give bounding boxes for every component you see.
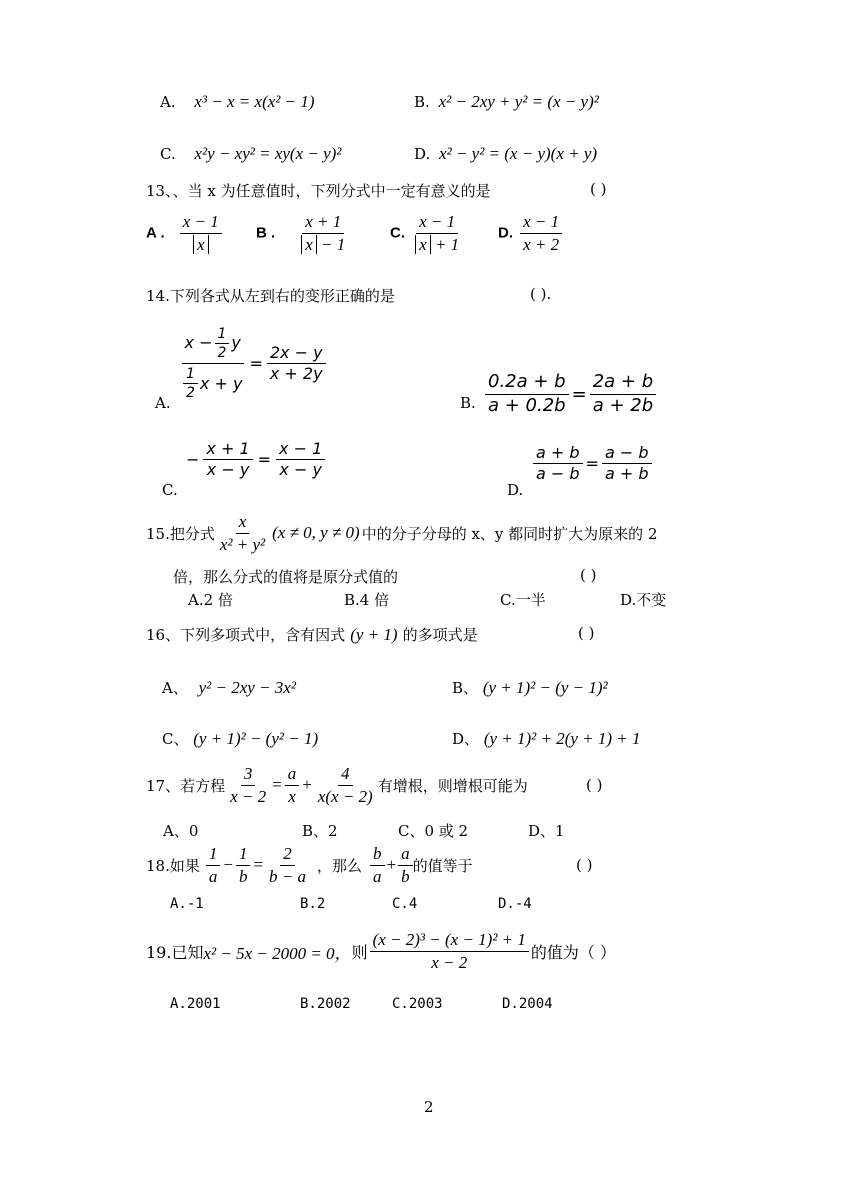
q13-option-c: [390, 212, 462, 254]
rhs-fraction: [602, 444, 652, 484]
denominator-rest: + 1: [430, 234, 460, 254]
numerator: 1: [236, 844, 251, 866]
fraction: [266, 844, 309, 886]
q15-prefix: 15.把分式: [146, 524, 215, 543]
fraction: [298, 212, 348, 254]
option-label: B、: [452, 679, 479, 697]
q19-stem: [146, 930, 616, 972]
q13-stem: 13、、当 x 为任意值时，下列分式中一定有意义的是: [146, 182, 491, 200]
numerator: a: [285, 764, 300, 786]
q14-option-a: [180, 326, 326, 401]
q15-option-b: B.4 倍: [344, 591, 390, 609]
q12-option-d-expr: x² − y² = (x − y)(x + y): [439, 144, 598, 163]
denominator: a + 0.2b: [488, 394, 566, 416]
option-label: D.: [414, 145, 431, 163]
q12-option-b: [414, 92, 599, 112]
q17-answer-blank: ( ): [586, 776, 603, 794]
q19-option-a: A.2001: [170, 996, 221, 1012]
q18-prefix: 18.如果: [146, 856, 200, 875]
q16-suffix: 的多项式是: [402, 626, 478, 644]
fraction: [206, 844, 221, 886]
numerator: x: [236, 512, 250, 534]
fraction: [315, 764, 376, 806]
num-y: y: [231, 333, 241, 353]
q12-option-c-expr: x²y − xy² = xy(x − y)²: [194, 144, 342, 163]
numerator: 4: [338, 764, 353, 786]
denominator: x − y: [279, 460, 322, 480]
q16-option-b-expr: (y + 1)² − (y − 1)²: [482, 678, 608, 697]
den-expr: x + y: [199, 373, 243, 393]
q18-option-b: B.2: [300, 896, 326, 912]
q14-answer-blank: ( ).: [530, 285, 552, 303]
minus-sign: −: [223, 855, 233, 875]
q14-stem: 14.下列各式从左到右的变形正确的是: [146, 287, 395, 305]
q18-mid: ，那么: [317, 856, 363, 875]
equals-sign: =: [249, 354, 263, 374]
half-fraction: [183, 366, 198, 401]
rhs-fraction: [276, 440, 325, 480]
q15-condition: (x ≠ 0, y ≠ 0): [272, 523, 360, 543]
denominator: b: [401, 866, 410, 886]
q19-prefix: 19.已知: [146, 942, 204, 962]
equals-sign: =: [253, 855, 264, 875]
q19-then: 则: [351, 942, 368, 962]
q19-suffix: 的值为（ ）: [530, 942, 616, 962]
equals-sign: =: [257, 450, 272, 470]
denominator: x + 2: [523, 234, 560, 254]
option-label: C.: [160, 145, 176, 163]
numerator: x − 1: [416, 212, 458, 234]
q14-option-a-label: A.: [155, 394, 171, 412]
denominator: a: [373, 866, 382, 886]
q16-option-a: [162, 677, 296, 698]
q15-stem: [146, 512, 658, 554]
denominator: [180, 364, 245, 401]
q18-option-c: C.4: [392, 896, 418, 912]
half-num: 1: [215, 326, 230, 344]
q17-suffix: 有增根，则增根可能为: [377, 776, 528, 795]
numerator: (x − 2)³ − (x − 1)² + 1: [370, 930, 529, 952]
q16-option-d-expr: (y + 1)² + 2(y + 1) + 1: [483, 729, 641, 748]
numerator: 2: [280, 844, 295, 866]
q15-option-a: A.2 倍: [188, 591, 233, 609]
fraction: [412, 212, 462, 254]
q17-option-b: B、2: [302, 822, 338, 840]
q15-stem-line2: 倍，那么分式的值将是原分式值的: [173, 568, 399, 586]
half-fraction: [215, 326, 230, 361]
numerator: a − b: [602, 444, 652, 464]
q16-option-b: [452, 677, 608, 698]
denominator: x: [288, 786, 296, 806]
q14-option-b-label: B.: [460, 394, 476, 412]
q18-option-d: D.-4: [498, 896, 532, 912]
option-label: B.: [414, 93, 430, 111]
option-label: A .: [146, 224, 165, 242]
denominator: b: [238, 866, 248, 886]
q17-option-a: A、0: [163, 822, 199, 840]
numerator: a + b: [533, 444, 583, 464]
option-label: A.: [160, 93, 176, 111]
numerator: x − 1: [276, 440, 325, 460]
q12-option-c: [160, 144, 341, 164]
q16-option-c: [162, 728, 318, 749]
fraction: [236, 844, 251, 886]
q17-option-d: D、1: [528, 822, 565, 840]
plus-sign: +: [302, 775, 312, 795]
numerator: [182, 326, 244, 364]
q13-answer-blank: ( ): [590, 180, 607, 198]
option-label: C.: [390, 224, 405, 242]
q15-answer-blank: ( ): [580, 566, 597, 584]
q16-prefix: 16、下列多项式中，含有因式: [146, 626, 346, 644]
num-x: x −: [184, 333, 213, 353]
lhs-fraction: [533, 444, 583, 484]
option-label: A、: [162, 679, 188, 697]
numerator: a: [398, 844, 413, 866]
numerator: b: [370, 844, 385, 866]
equals-sign: =: [571, 383, 587, 405]
denominator: x² + y²: [219, 534, 266, 554]
minus-sign: −: [186, 450, 200, 470]
numerator: 0.2a + b: [485, 372, 569, 395]
q12-option-b-expr: x² − 2xy + y² = (x − y)²: [438, 92, 599, 111]
denominator: x(x − 2): [317, 786, 373, 806]
q18-stem: [146, 844, 473, 886]
denominator: x − y: [206, 460, 250, 480]
fraction: [520, 212, 562, 254]
q16-answer-blank: ( ): [578, 624, 595, 642]
denominator-rest: − 1: [316, 234, 346, 254]
rhs-fraction: [267, 344, 326, 384]
denominator-abs: x: [301, 235, 317, 254]
q14-option-c: [186, 440, 325, 480]
q16-option-a-expr: y² − 2xy − 3x²: [198, 678, 296, 697]
lhs-fraction: [203, 440, 252, 480]
fraction: [370, 930, 529, 972]
q15-option-c: C.一半: [500, 591, 546, 609]
fraction: [398, 844, 413, 886]
option-label: D、: [452, 730, 480, 748]
denominator: a − b: [536, 464, 580, 484]
q17-stem: [146, 764, 528, 806]
plus-sign: +: [386, 855, 397, 875]
half-den: 2: [217, 345, 227, 362]
q18-answer-blank: ( ): [576, 856, 593, 874]
numerator: 2a + b: [590, 372, 656, 395]
half-num: 1: [183, 366, 198, 384]
q12-option-d: [414, 144, 597, 164]
equals-sign: =: [585, 454, 599, 474]
q14-option-c-label: C.: [162, 481, 178, 499]
denominator: x: [193, 235, 209, 254]
q14-option-b: [485, 372, 656, 416]
fraction: [180, 212, 222, 254]
q18-option-a: A.-1: [170, 896, 204, 912]
q19-equation: x² − 5x − 2000 = 0，: [203, 943, 352, 963]
denominator: a: [208, 866, 218, 886]
numerator: x − 1: [520, 212, 562, 234]
denominator: a + b: [604, 464, 649, 484]
denominator: x + 2y: [269, 364, 323, 384]
q13-option-b: [256, 212, 348, 254]
q18-suffix: 的值等于: [412, 856, 473, 875]
denominator-abs: x: [415, 235, 431, 254]
option-label: B .: [256, 224, 276, 242]
q13-option-a: [146, 212, 222, 254]
option-label: C、: [162, 730, 189, 748]
q19-option-d: D.2004: [502, 996, 553, 1012]
fraction: [217, 512, 268, 554]
q14-option-d-label: D.: [507, 481, 524, 499]
denominator: x − 2: [230, 786, 267, 806]
page-number: 2: [424, 1098, 434, 1116]
q13-option-d: [498, 212, 562, 254]
denominator: x − 2: [431, 952, 468, 972]
equals-sign: =: [272, 775, 282, 795]
fraction: [370, 844, 385, 886]
numerator: x − 1: [180, 212, 222, 234]
lhs-fraction: [485, 372, 569, 416]
numerator: x + 1: [203, 440, 252, 460]
numerator: x + 1: [302, 212, 344, 234]
q16-factor: (y + 1): [350, 625, 398, 644]
q15-option-d: D.不变: [620, 591, 667, 609]
half-den: 2: [186, 385, 195, 402]
q17-prefix: 17、若方程: [146, 776, 226, 795]
option-label: D.: [498, 224, 513, 242]
q19-option-c: C.2003: [392, 996, 443, 1012]
fraction: [285, 764, 300, 806]
numerator: 2x − y: [267, 344, 326, 364]
q19-option-b: B.2002: [300, 996, 351, 1012]
q16-stem: [146, 624, 478, 645]
denominator: a + 2b: [592, 394, 654, 416]
q15-suffix: 中的分子分母的 x、y 都同时扩大为原来的 2: [361, 524, 658, 543]
numerator: 3: [241, 764, 256, 786]
numerator: 1: [206, 844, 221, 866]
q12-option-a-expr: x³ − x = x(x² − 1): [194, 92, 315, 111]
q14-option-d: [533, 444, 652, 484]
rhs-fraction: [590, 372, 656, 416]
q16-option-d: [452, 728, 641, 749]
q16-option-c-expr: (y + 1)² − (y² − 1): [193, 729, 319, 748]
denominator: b − a: [269, 866, 307, 886]
complex-fraction: [180, 326, 245, 401]
q12-option-a: [160, 92, 315, 112]
fraction: [227, 764, 269, 806]
q17-option-c: C、0 或 2: [398, 822, 469, 840]
